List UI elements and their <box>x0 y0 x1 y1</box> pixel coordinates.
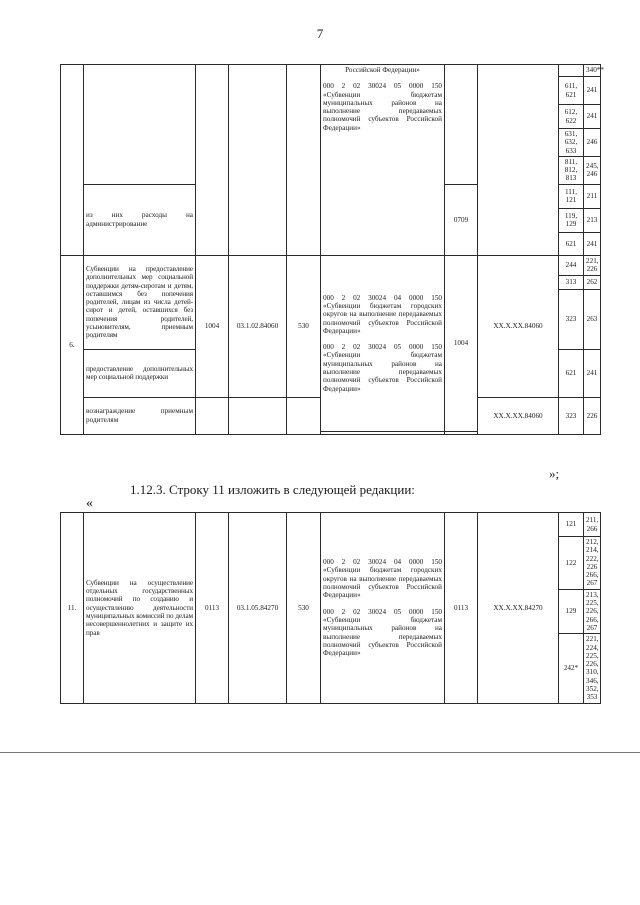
cell-c9: 262 <box>584 275 601 289</box>
row6-code: ХХ.Х.ХХ.84060 <box>478 255 559 397</box>
cell-section-empty <box>196 65 229 256</box>
cell-c8 <box>559 65 584 77</box>
cell-c8: 244 <box>559 255 584 275</box>
cell-c9: 213, 225, 226, 266, 267 <box>584 589 601 633</box>
cell-c8: 111, 121 <box>559 184 584 208</box>
row11-expense: 530 <box>287 513 321 704</box>
cell-c9: 211 <box>584 184 601 208</box>
cell-num-empty <box>61 65 84 256</box>
cell-c9: 245, 246 <box>584 156 601 184</box>
cell-empty <box>196 397 229 434</box>
cell-empty <box>321 431 445 434</box>
income-text-1: Российской Федерации» <box>345 66 420 74</box>
cell-c9: 241 <box>584 77 601 105</box>
cell-c9: 213 <box>584 208 601 232</box>
opening-quote: « <box>86 496 93 511</box>
row-number: 11. <box>61 513 84 704</box>
row11-code: ХХ.Х.ХХ.84270 <box>478 513 559 704</box>
cell-name-empty <box>84 65 196 185</box>
cell-c8: 621 <box>559 349 584 397</box>
cell-c9: 221, 226 <box>584 255 601 275</box>
row6-sub2-name: вознаграждение приемным родителям <box>84 397 196 434</box>
cell-c8: 129 <box>559 589 584 633</box>
cell-c8: 631, 632, 633 <box>559 129 584 157</box>
row11-name: Субвенции на осуществление отдельных государственных полномочий по созданию и осуществлению деятельности муниципальных комиссий по делам несовершеннолетних и защите их прав <box>84 513 196 704</box>
cell-code-empty <box>478 65 559 256</box>
row6-income-text-b: 000 2 02 30024 05 0000 150 «Субвенции бюджетам муниципальных районов на выполнение передаваемых полномочий субъектов Российской Федерации» <box>323 343 442 393</box>
row11-section: 0113 <box>196 513 229 704</box>
cell-c9: 340** <box>584 65 601 77</box>
cell-target-empty <box>229 65 287 256</box>
cell-c9: 226 <box>584 397 601 434</box>
closing-quote: »; <box>549 466 560 481</box>
row6-sub2-code: ХХ.Х.ХХ.84060 <box>478 397 559 434</box>
cell-c8: 119, 129 <box>559 208 584 232</box>
budget-table-row11 <box>60 512 601 704</box>
cell-c8: 621 <box>559 232 584 255</box>
cell-c8: 313 <box>559 275 584 289</box>
footer-divider <box>0 752 640 753</box>
row6-income-text <box>321 255 445 431</box>
cell-c8: 121 <box>559 513 584 537</box>
subheading: 1.12.3. Строку 11 изложить в следующей редакции: <box>130 482 415 497</box>
row6-income-text-a: 000 2 02 30024 04 0000 150 «Субвенции бюджетам городских округов на выполнение передаваемых полномочий субъектов Российской Федерации» <box>323 293 442 335</box>
admin-section-code: 0709 <box>445 184 478 255</box>
page-number: 7 <box>316 26 324 41</box>
cell-c9: 211, 266 <box>584 513 601 537</box>
admin-expenses-label: из них расходы на администрирование <box>84 184 196 255</box>
cell-expense-empty <box>287 65 321 256</box>
cell-empty <box>445 431 478 434</box>
cell-c8: 323 <box>559 397 584 434</box>
cell-c8: 811, 812, 813 <box>559 156 584 184</box>
row11-target: 03.1.05.84270 <box>229 513 287 704</box>
row11-income-text-b: 000 2 02 30024 05 0000 150 «Субвенции бюджетам муниципальных районов на выполнение передаваемых полномочий субъектов Российской Федерации» <box>323 607 442 658</box>
cell-empty <box>229 397 287 434</box>
cell-c8: 122 <box>559 537 584 590</box>
row11-income-text <box>321 513 445 704</box>
row6-expense: 530 <box>287 255 321 397</box>
income-text-2: 000 2 02 30024 05 0000 150 «Субвенции бюджетам муниципальных районов на выполнение передаваемых полномочий субъектов Российской Федерации» <box>323 82 442 132</box>
budget-table-continuation <box>60 64 604 435</box>
cell-c9: 246 <box>584 129 601 157</box>
row6-name: Субвенции на предоставление дополнительных мер социальной поддержки детям-сиротам и детям, оставшимся без попечения родителей, лицам из числа детей-сирот и детей, оставшихся без попечения родителей, усыновителям, приемным родителям <box>84 255 196 349</box>
cell-c8: 242* <box>559 634 584 703</box>
cell-c8: 612, 622 <box>559 105 584 129</box>
cell-c9: 241 <box>584 232 601 255</box>
row6-section: 1004 <box>196 255 229 397</box>
cell-c8: 323 <box>559 289 584 349</box>
row11-income-text-a: 000 2 02 30024 04 0000 150 «Субвенции бюджетам городских округов на выполнение передаваемых полномочий субъектов Российской Федерации» <box>323 558 442 600</box>
row6-section2: 1004 <box>445 255 478 431</box>
cell-c9: 263 <box>584 289 601 349</box>
cell-c9: 221, 224, 225, 226, 310, 346, 352, 353 <box>584 634 601 703</box>
income-text-cell <box>321 65 445 256</box>
cell-c9: 241 <box>584 349 601 397</box>
row-number: 6. <box>61 255 84 434</box>
cell-c9: 212, 214, 222, 226 266, 267 <box>584 537 601 590</box>
cell-c9: 241 <box>584 105 601 129</box>
row11-section2: 0113 <box>445 513 478 704</box>
row6-target: 03.1.02.84060 <box>229 255 287 397</box>
cell-section2-empty <box>445 65 478 185</box>
cell-c8: 611, 621 <box>559 77 584 105</box>
row6-sub1-name: предоставление дополнительных мер социальной поддержки <box>84 349 196 397</box>
cell-empty <box>287 397 321 434</box>
